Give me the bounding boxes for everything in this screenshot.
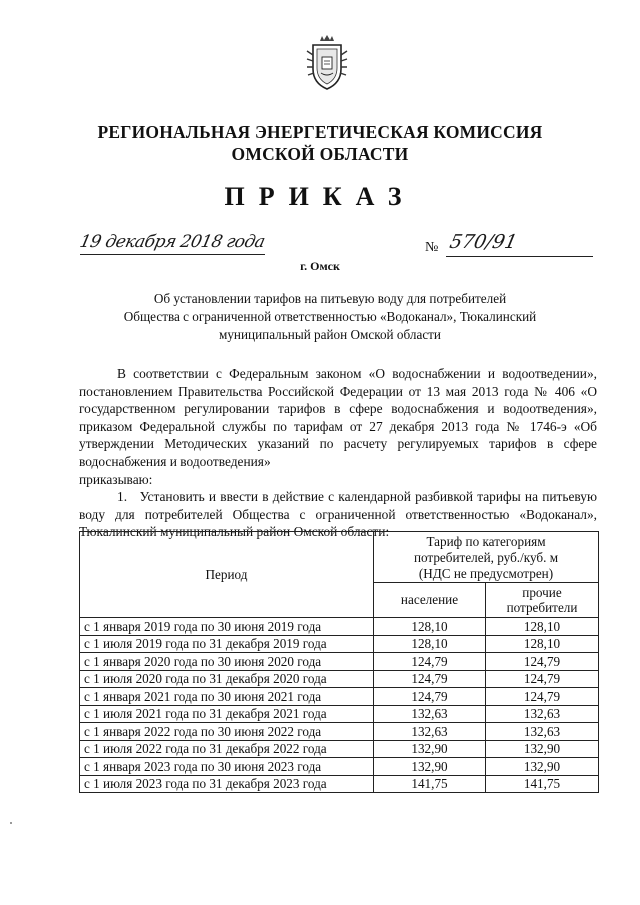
handwritten-date: 19 декабря 2018 года xyxy=(77,232,267,252)
table-row xyxy=(80,705,599,723)
population-tariff-cell: 132,90 xyxy=(374,740,486,758)
header-other-line: потребители xyxy=(506,600,578,615)
header-tariff-line: потребителей, руб./куб. м xyxy=(413,550,559,565)
table-row xyxy=(80,670,599,688)
table-row xyxy=(80,653,599,671)
coat-of-arms-icon xyxy=(303,33,351,93)
subject-line: муниципальный район Омской области xyxy=(218,327,441,342)
period-cell: с 1 января 2023 года по 30 июня 2023 года xyxy=(80,758,374,776)
other-tariff-cell: 132,63 xyxy=(486,705,599,723)
date-underline xyxy=(80,254,265,255)
population-tariff-cell: 128,10 xyxy=(374,635,486,653)
number-sign: № xyxy=(425,240,439,255)
period-cell: с 1 января 2022 года по 30 июня 2022 года xyxy=(80,723,374,741)
header-tariff-line: Тариф по категориям xyxy=(426,534,546,549)
table-row xyxy=(80,688,599,706)
other-tariff-cell: 124,79 xyxy=(486,688,599,706)
subject-line: Об установлении тарифов на питьевую воду для потребителей xyxy=(153,291,507,306)
header-population: население xyxy=(374,583,486,618)
header-tariff xyxy=(374,532,599,583)
scan-speck xyxy=(10,822,12,824)
other-tariff-cell: 132,90 xyxy=(486,758,599,776)
population-tariff-cell: 132,63 xyxy=(374,705,486,723)
population-tariff-cell: 132,63 xyxy=(374,723,486,741)
period-cell: с 1 июля 2020 года по 31 декабря 2020 года xyxy=(80,670,374,688)
table-row xyxy=(80,775,599,793)
number-underline xyxy=(446,256,593,257)
table-row xyxy=(80,758,599,776)
order-subject xyxy=(70,290,590,344)
table-row xyxy=(80,723,599,741)
handwritten-number: 570/91 xyxy=(447,231,520,253)
header-other-consumers xyxy=(486,583,599,618)
item-1-paragraph: 1. Установить и ввести в действие с календарной разбивкой тарифы на питьевую воду для потребителей Общества с ограниченной ответственностью «Водоканал», Тюкалинский муниципальный район Омской области: xyxy=(79,489,597,540)
population-tariff-cell: 124,79 xyxy=(374,670,486,688)
period-cell: с 1 июля 2021 года по 31 декабря 2021 года xyxy=(80,705,374,723)
period-cell: с 1 июля 2019 года по 31 декабря 2019 года xyxy=(80,635,374,653)
other-tariff-cell: 124,79 xyxy=(486,653,599,671)
order-body xyxy=(79,365,597,541)
organization-name-line1: РЕГИОНАЛЬНАЯ ЭНЕРГЕТИЧЕСКАЯ КОМИССИЯ xyxy=(97,122,543,142)
table-row xyxy=(80,740,599,758)
table-row xyxy=(80,635,599,653)
other-tariff-cell: 141,75 xyxy=(486,775,599,793)
organization-name-line2: ОМСКОЙ ОБЛАСТИ xyxy=(231,144,409,164)
period-cell: с 1 января 2020 года по 30 июня 2020 года xyxy=(80,653,374,671)
population-tariff-cell: 124,79 xyxy=(374,688,486,706)
header-tariff-line: (НДС не предусмотрен) xyxy=(418,566,554,581)
period-cell: с 1 июля 2022 года по 31 декабря 2022 года xyxy=(80,740,374,758)
population-tariff-cell: 141,75 xyxy=(374,775,486,793)
other-tariff-cell: 128,10 xyxy=(486,618,599,636)
other-tariff-cell: 124,79 xyxy=(486,670,599,688)
period-cell: с 1 января 2021 года по 30 июня 2021 года xyxy=(80,688,374,706)
order-word: приказываю: xyxy=(79,471,153,487)
header-other-line: прочие xyxy=(522,584,562,600)
other-tariff-cell: 128,10 xyxy=(486,635,599,653)
document-type-title: ПРИКАЗ xyxy=(224,182,416,211)
tariff-table xyxy=(79,531,599,793)
preamble-paragraph: В соответствии с Федеральным законом «О водоснабжении и водоотведении», постановлением Правительства Российской Федерации от 13 мая 2013 года № 406 «О государственном регулировании тарифов в сфере водоснабжения и водоотведения», приказом Федеральной службы по тарифам от 27 декабря 2013 года № 1746-э «Об утверждении Методических указаний по расчету регулируемых тарифов в сфере водоснабжения и водоотведения» xyxy=(79,366,597,469)
subject-line: Общества с ограниченной ответственностью «Водоканал», Тюкалинский xyxy=(123,309,537,324)
population-tariff-cell: 124,79 xyxy=(374,653,486,671)
table-row xyxy=(80,618,599,636)
other-tariff-cell: 132,63 xyxy=(486,723,599,741)
city-label: г. Омск xyxy=(300,259,340,273)
other-tariff-cell: 132,90 xyxy=(486,740,599,758)
period-cell: с 1 июля 2023 года по 31 декабря 2023 года xyxy=(80,775,374,793)
population-tariff-cell: 128,10 xyxy=(374,618,486,636)
header-period: Период xyxy=(80,532,374,618)
period-cell: с 1 января 2019 года по 30 июня 2019 года xyxy=(80,618,374,636)
population-tariff-cell: 132,90 xyxy=(374,758,486,776)
